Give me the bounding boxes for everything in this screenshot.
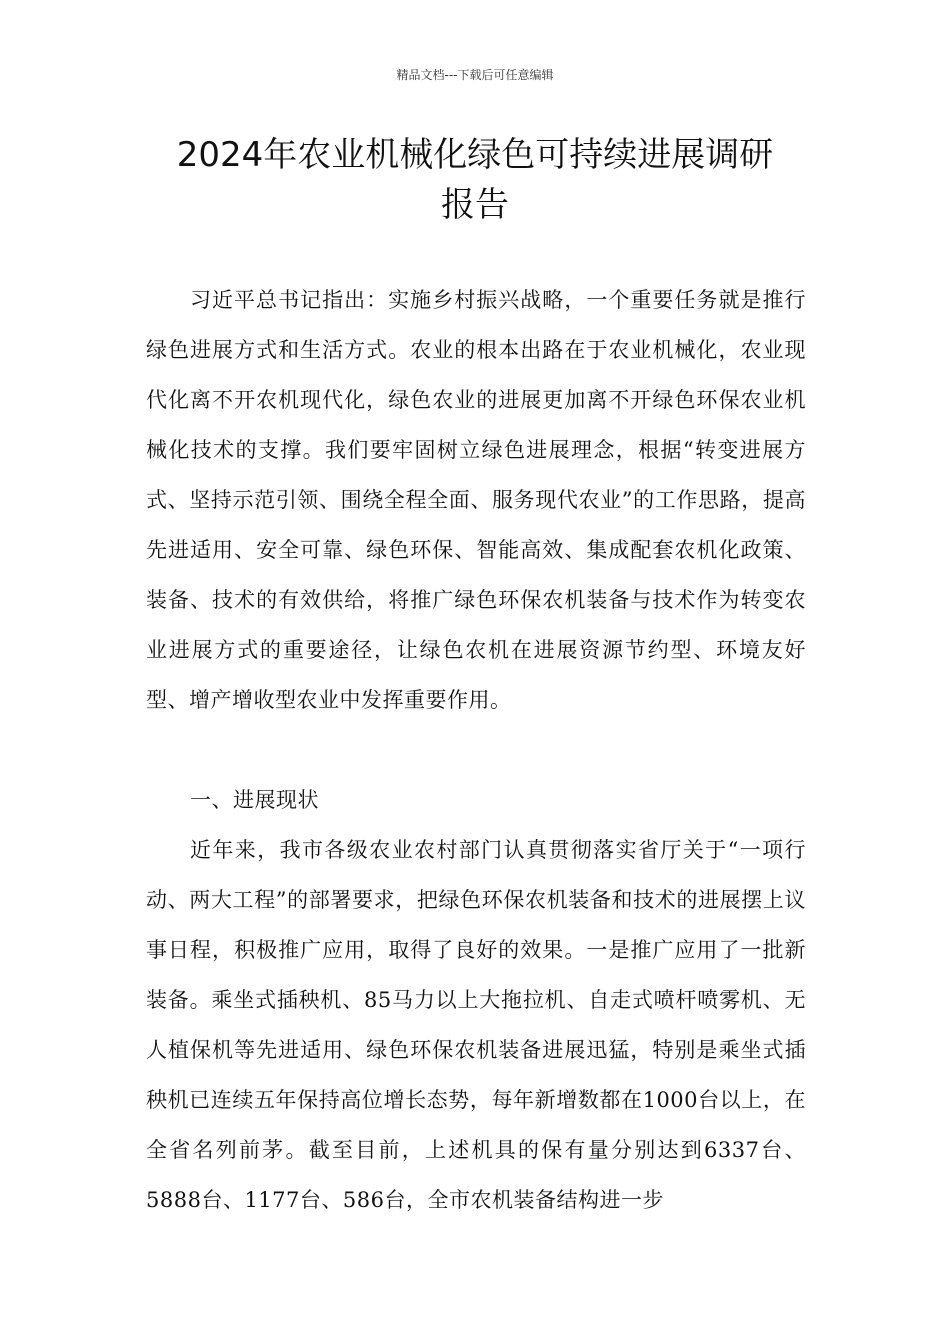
paragraph-spacer xyxy=(146,725,806,775)
page-header: 精品文档---下载后可任意编辑 xyxy=(396,68,554,82)
document-title-line-1: 2024年农业机械化绿色可持续进展调研 xyxy=(176,135,774,175)
intro-paragraph: 习近平总书记指出：实施乡村振兴战略，一个重要任务就是推行绿色进展方式和生活方式。农业的根本出路在于农业机械化，农业现代化离不开农机现代化，绿色农业的进展更加离不开绿色环保农业机械化技术的支撑。我们要牢固树立绿色进展理念，根据“转变进展方式、坚持示范引领、围绕全程全面、服务现代农业”的工作思路，提高先进适用、安全可靠、绿色环保、智能高效、集成配套农机化政策、装备、技术的有效供给，将推广绿色环保农机装备与技术作为转变农业进展方式的重要途径，让绿色农机在进展资源节约型、环境友好型、增产增收型农业中发挥重要作用。 xyxy=(146,288,806,712)
document-title-line-2: 报告 xyxy=(441,185,509,225)
section-heading: 一、进展现状 xyxy=(190,788,319,812)
document-title xyxy=(120,130,830,230)
section-paragraph: 近年来，我市各级农业农村部门认真贯彻落实省厅关于“一项行动、两大工程”的部署要求，把绿色环保农机装备和技术的进展摆上议事日程，积极推广应用，取得了良好的效果。一是推广应用了一批新装备。乘坐式插秧机、85马力以上大拖拉机、自走式喷杆喷雾机、无人植保机等先进适用、绿色环保农机装备进展迅猛，特别是乘坐式插秧机已连续五年保持高位增长态势，每年新增数都在1000台以上，在全省名列前茅。截至目前，上述机具的保有量分别达到6337台、5888台、1177台、586台，全市农机装备结构进一步 xyxy=(146,838,806,1212)
document-body xyxy=(146,275,806,1225)
